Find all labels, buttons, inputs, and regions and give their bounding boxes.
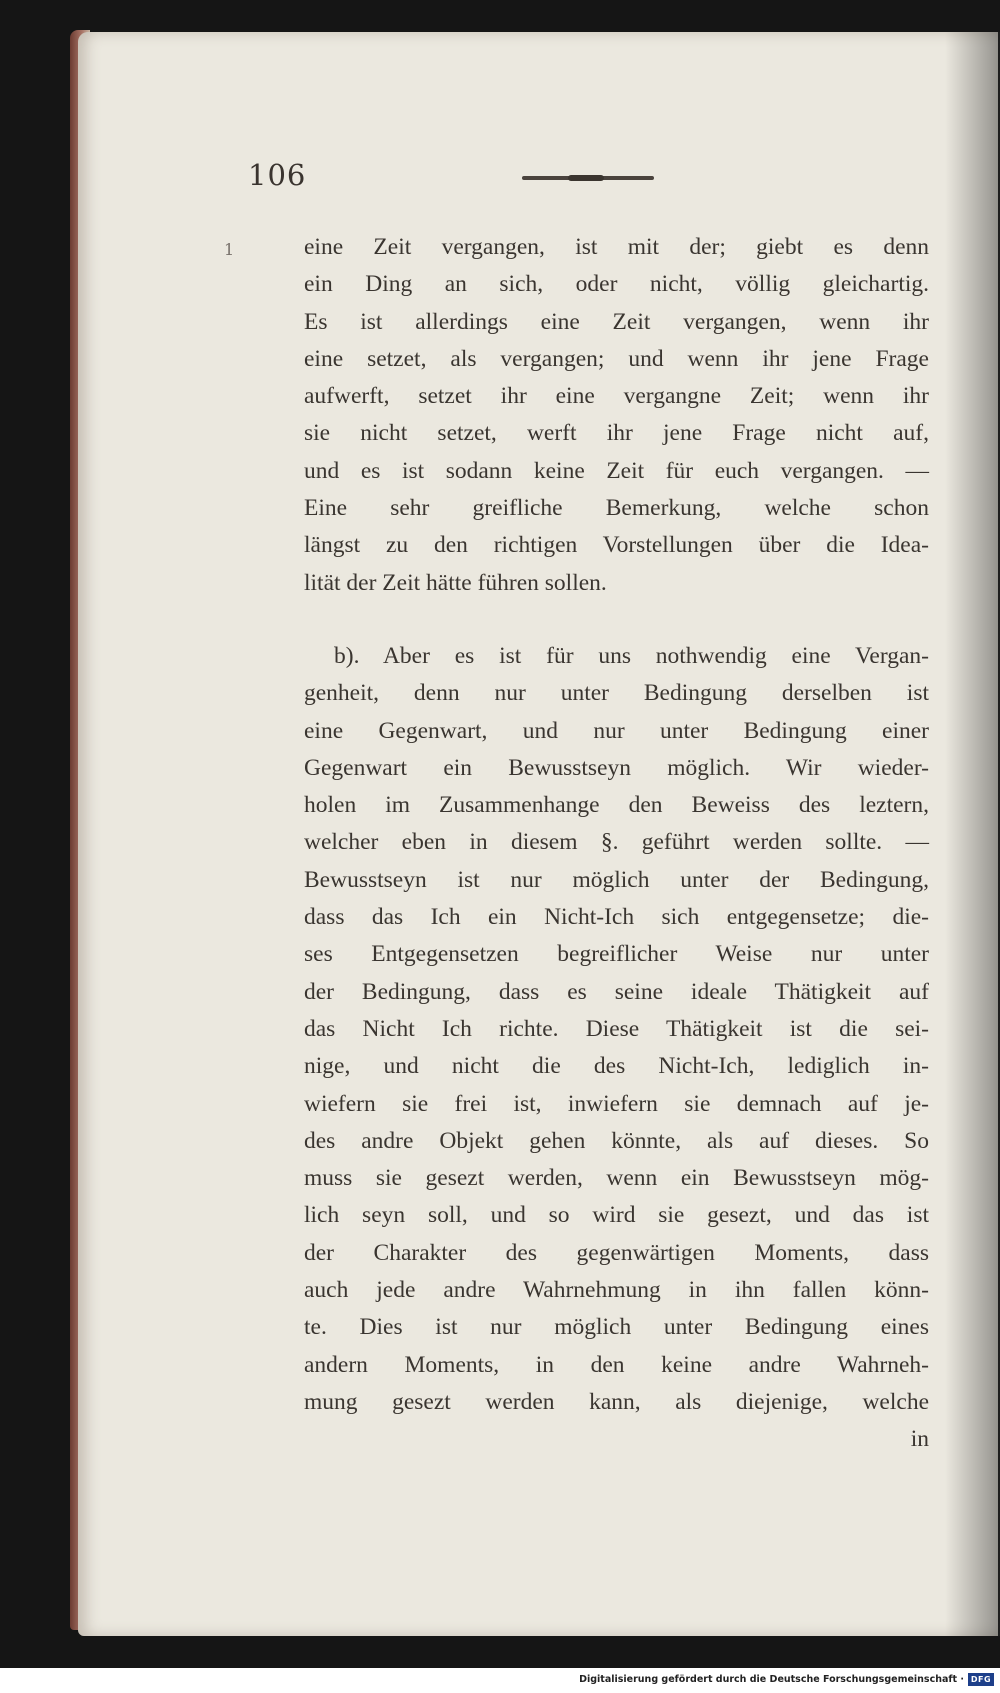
text-line: welcher eben in diesem §. geführt werden sollte. — <box>304 829 929 856</box>
text-line: und es ist sodann keine Zeit für euch vergangen. — <box>304 457 929 484</box>
text-line: andern Moments, in den keine andre Wahrneh- <box>304 1351 929 1378</box>
text-line: der Bedingung, dass es seine ideale Thätigkeit auf <box>304 978 929 1005</box>
text-line: dass das Ich ein Nicht-Ich sich entgegensetze; die- <box>304 904 929 931</box>
text-line: längst zu den richtigen Vorstellungen über die Idea- <box>304 532 929 559</box>
text-line: lich seyn soll, und so wird sie gesezt, und das ist <box>304 1202 929 1229</box>
text-line: Gegenwart ein Bewusstseyn möglich. Wir wieder- <box>304 754 929 781</box>
catchword: in <box>910 1426 929 1453</box>
text-line: lität der Zeit hätte führen sollen. <box>304 569 607 596</box>
text-line: Eine sehr greifliche Bemerkung, welche schon <box>304 495 929 522</box>
text-line: des andre Objekt gehen könnte, als auf dieses. So <box>304 1127 929 1154</box>
text-line: ses Entgegensetzen begreiflicher Weise nur unter <box>304 941 929 968</box>
page-gutter-shadow <box>945 32 1000 1636</box>
text-line: ein Ding an sich, oder nicht, völlig gleichartig. <box>304 271 929 298</box>
text-line: aufwerft, setzet ihr eine vergangne Zeit; wenn ihr <box>304 383 929 410</box>
text-line: sie nicht setzet, werft ihr jene Frage nicht auf, <box>304 420 929 447</box>
text-line: eine setzet, als vergangen; und wenn ihr jene Frage <box>304 345 929 372</box>
text-line: Es ist allerdings eine Zeit vergangen, wenn ihr <box>304 308 929 335</box>
text-line: nige, und nicht die des Nicht-Ich, lediglich in- <box>304 1053 929 1080</box>
text-line: das Nicht Ich richte. Diese Thätigkeit ist die sei- <box>304 1015 929 1042</box>
text-line: b). Aber es ist für uns nothwendig eine Vergan- <box>334 643 929 669</box>
dfg-logo: DFG <box>968 1673 994 1686</box>
text-line: muss sie gesezt werden, wenn ein Bewusstseyn mög- <box>304 1165 929 1192</box>
faint-stamp <box>320 88 490 110</box>
page-number: 106 <box>248 158 307 192</box>
text-line: genheit, denn nur unter Bedingung derselben ist <box>304 680 929 707</box>
text-line: mung gesezt werden kann, als diejenige, welche <box>304 1388 929 1415</box>
text-line: auch jede andre Wahrnehmung in ihn fallen könn- <box>304 1277 929 1304</box>
paragraph-2 <box>304 638 929 1459</box>
text-line: eine Gegenwart, und nur unter Bedingung einer <box>304 717 929 744</box>
text-line: te. Dies ist nur möglich unter Bedingung eines <box>304 1314 929 1341</box>
text-line: der Charakter des gegenwärtigen Moments, dass <box>304 1239 929 1266</box>
text-line: wiefern sie frei ist, inwiefern sie demnach auf je- <box>304 1090 929 1117</box>
header-ornament-rule <box>522 176 654 180</box>
text-line: Bewusstseyn ist nur möglich unter der Bedingung, <box>304 866 929 893</box>
footer-credit: Digitalisierung gefördert durch die Deutsche Forschungsgemeinschaft · <box>579 1674 964 1685</box>
margin-mark: 1 <box>224 240 235 259</box>
paragraph-1 <box>304 229 929 602</box>
text-line: eine Zeit vergangen, ist mit der; giebt es denn <box>304 234 929 260</box>
text-line: holen im Zusammenhange den Beweiss des leztern, <box>304 792 929 819</box>
